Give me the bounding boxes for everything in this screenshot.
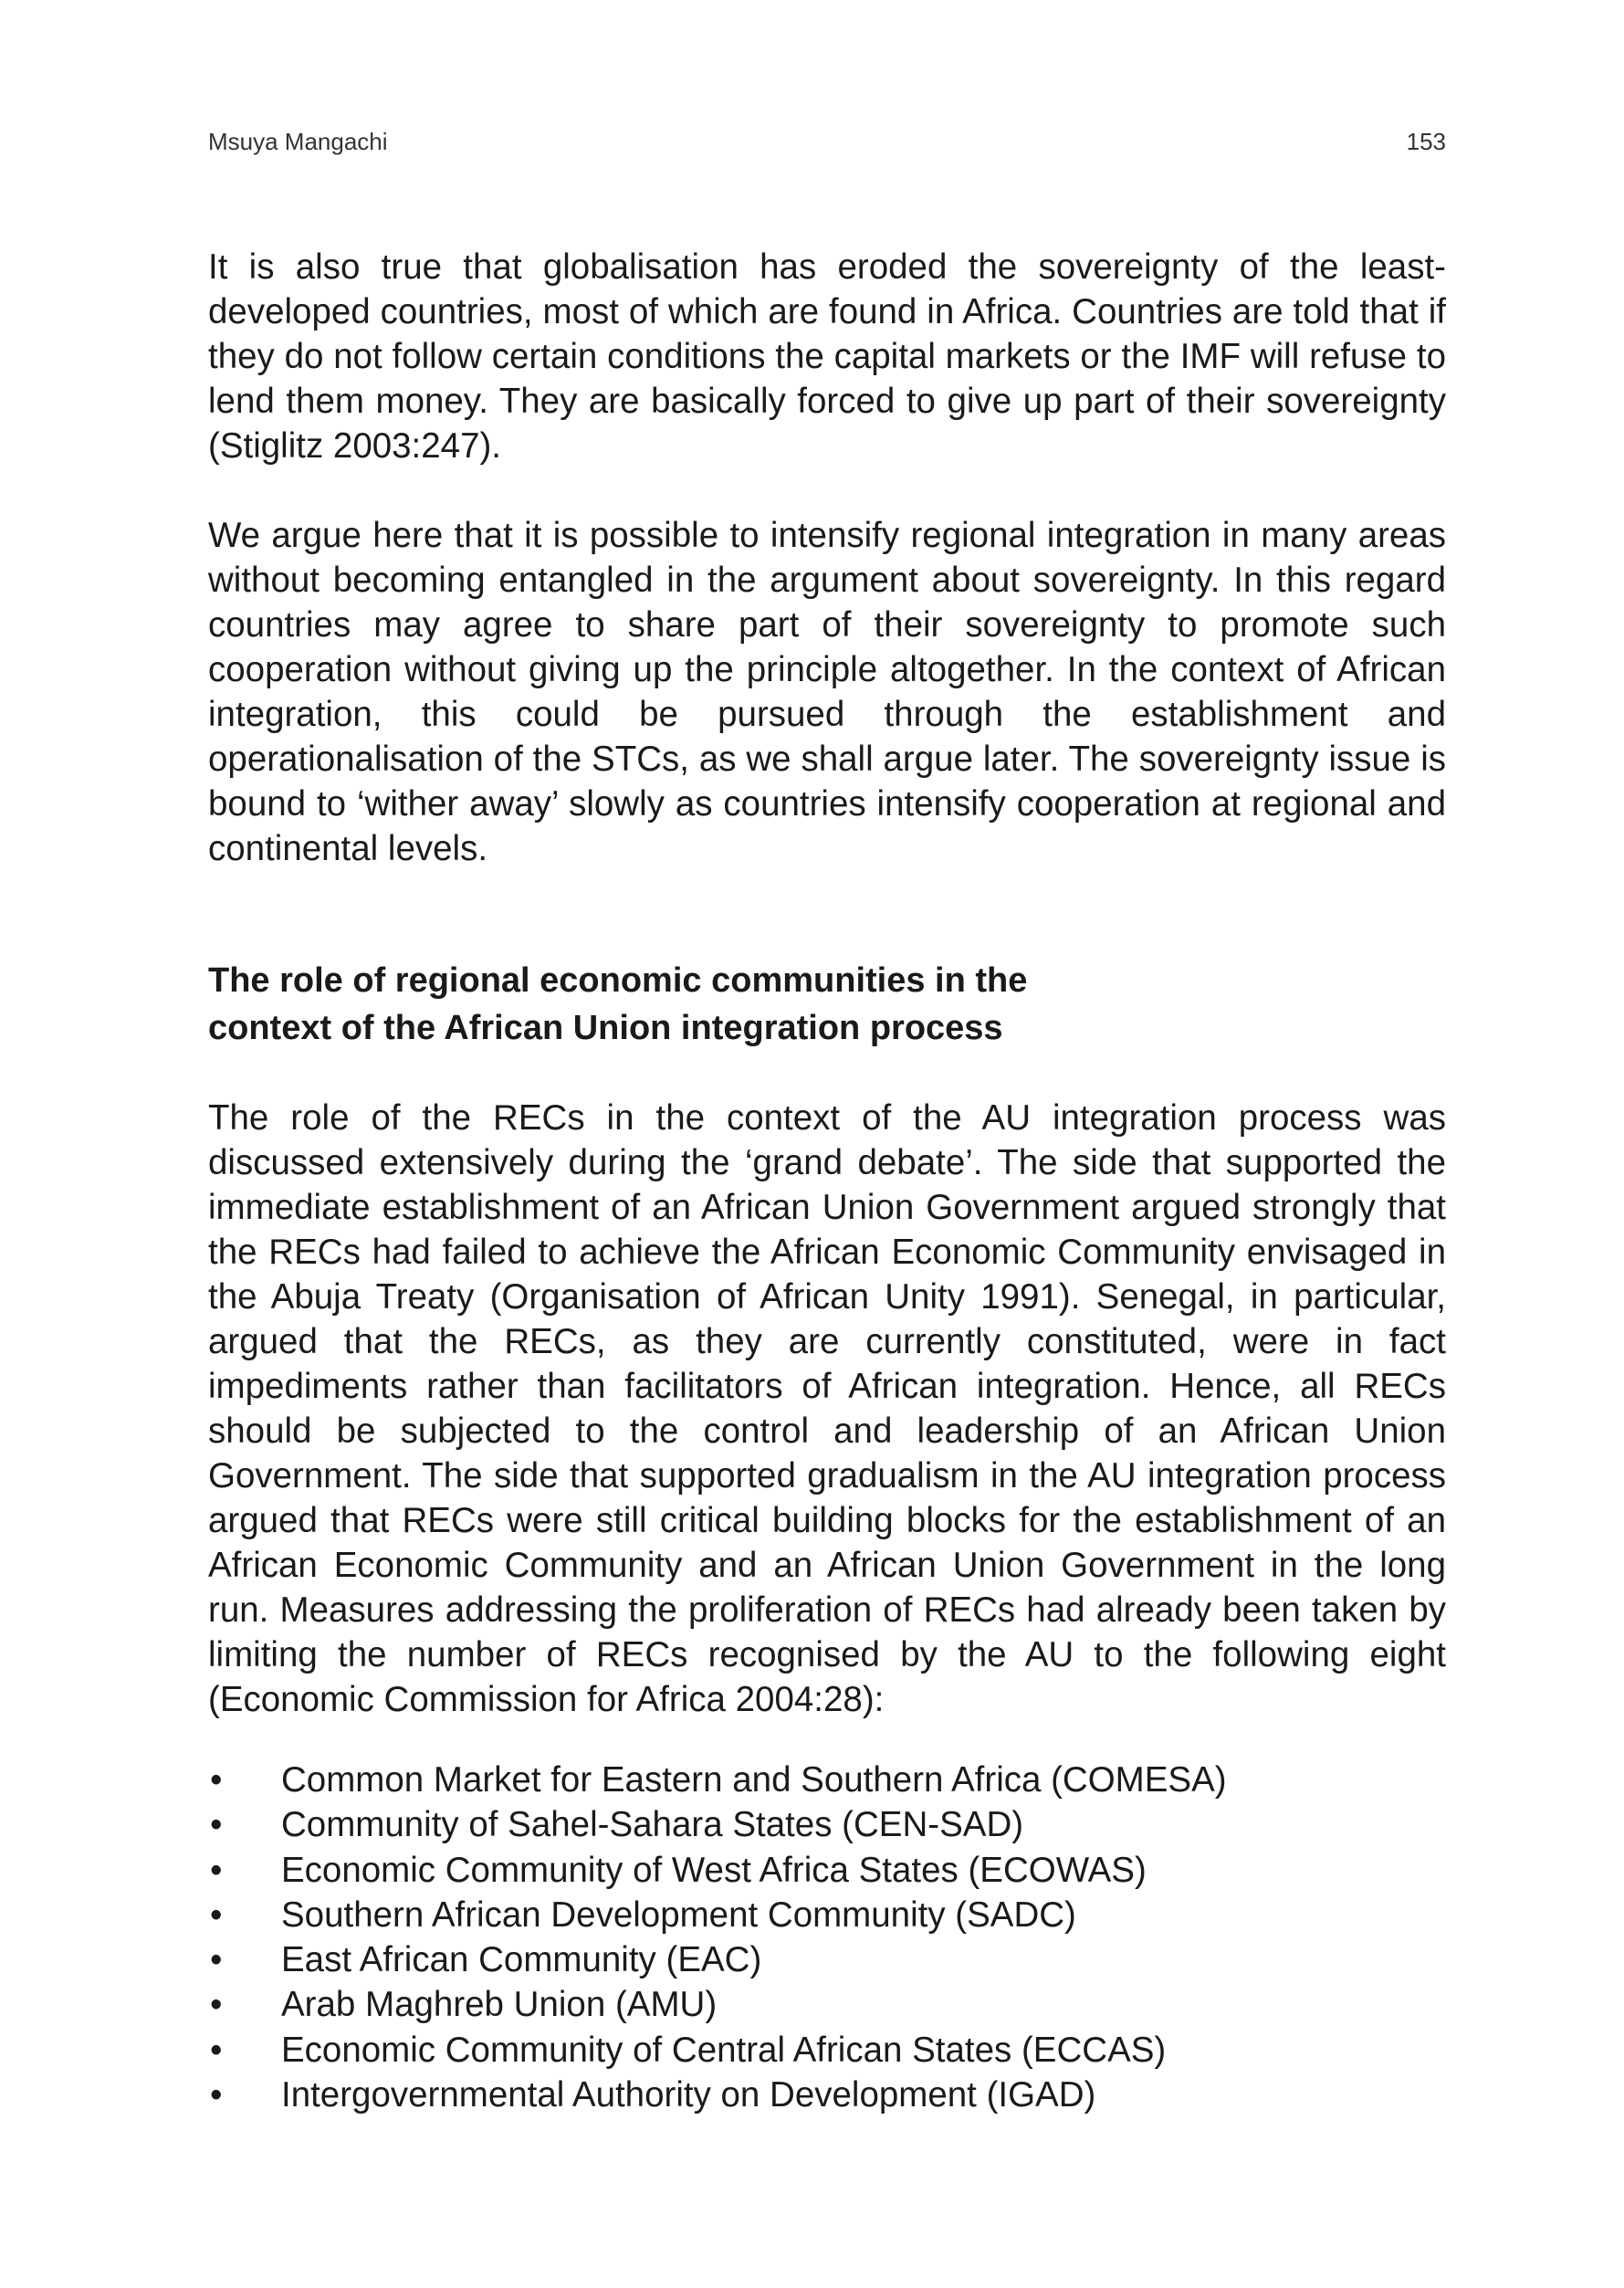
- page-number: 153: [1406, 128, 1446, 155]
- bullet-icon: •: [210, 1985, 223, 2025]
- list-item: [208, 1802, 1446, 1847]
- running-header: [208, 128, 1446, 159]
- bullet-icon: •: [210, 1805, 223, 1845]
- list-item: [208, 2028, 1446, 2073]
- list-item: [208, 1848, 1446, 1893]
- rec-bullet-list: [208, 1758, 1446, 2117]
- bullet-icon: •: [210, 1760, 223, 1800]
- bullet-icon: •: [210, 1940, 223, 1980]
- body-paragraph: We argue here that it is possible to intensify regional integration in many areas without becoming entangled in the argument about sovereignty. In this regard countries may agree to share part of their sovereignty to promote such cooperation without giving up the principle altogether. In the context of African integration, this could be pursued through the establishment and operationalisation of the STCs, as we shall argue later. The sovereignty issue is bound to ‘wither away’ slowly as countries intensify cooperation at regional and continental levels.: [208, 516, 1446, 868]
- section-heading-line: context of the African Union integration process: [208, 1009, 1003, 1047]
- list-item-text: Economic Community of Central African States (ECCAS): [281, 2030, 1167, 2070]
- list-item-text: Southern African Development Community (SADC): [281, 1894, 1076, 1935]
- list-item: [208, 2073, 1446, 2117]
- body-paragraph: The role of the RECs in the context of the AU integration process was discussed extensively during the ‘grand debate’. The side that supported the immediate establishment of an African Union Government argued strongly that the RECs had failed to achieve the African Economic Community envisaged in the Abuja Treaty (Organisation of African Unity 1991). Senegal, in particular, argued that the RECs, as they are currently constituted, were in fact impediments rather than facilitators of African integration. Hence, all RECs should be subjected to the control and leadership of an African Union Government. The side that supported gradualism in the AU integration process argued that RECs were still critical building blocks for the establishment of an African Economic Community and an African Union Government in the long run. Measures addressing the proliferation of RECs had already been taken by limiting the number of RECs recognised by the AU to the following eight (Economic Commission for Africa 2004:28):: [208, 1098, 1446, 1719]
- section-heading: [208, 957, 1212, 1052]
- body-paragraph: It is also true that globalisation has eroded the sovereignty of the least-developed countries, most of which are found in Africa. Countries are told that if they do not follow certain conditions the capital markets or the IMF will refuse to lend them money. They are basically forced to give up part of their sovereignty (Stiglitz 2003:247).: [208, 247, 1446, 466]
- bullet-icon: •: [210, 2030, 223, 2070]
- list-item-text: Economic Community of West Africa States (ECOWAS): [281, 1850, 1147, 1890]
- list-item: [208, 1937, 1446, 1982]
- list-item-text: Community of Sahel-Sahara States (CEN-SAD): [281, 1805, 1024, 1845]
- list-item-text: Intergovernmental Authority on Development (IGAD): [281, 2075, 1096, 2115]
- running-head-author: Msuya Mangachi: [208, 128, 388, 155]
- bullet-icon: •: [210, 1894, 223, 1935]
- bullet-icon: •: [210, 2075, 223, 2115]
- bullet-icon: •: [210, 1850, 223, 1890]
- list-item-text: Common Market for Eastern and Southern Africa (COMESA): [281, 1760, 1227, 1800]
- section-heading-line: The role of regional economic communities in the: [208, 961, 1028, 1000]
- list-item-text: East African Community (EAC): [281, 1940, 762, 1980]
- list-item: [208, 1982, 1446, 2027]
- list-item: [208, 1893, 1446, 1937]
- list-item-text: Arab Maghreb Union (AMU): [281, 1985, 718, 2025]
- list-item: [208, 1758, 1446, 1802]
